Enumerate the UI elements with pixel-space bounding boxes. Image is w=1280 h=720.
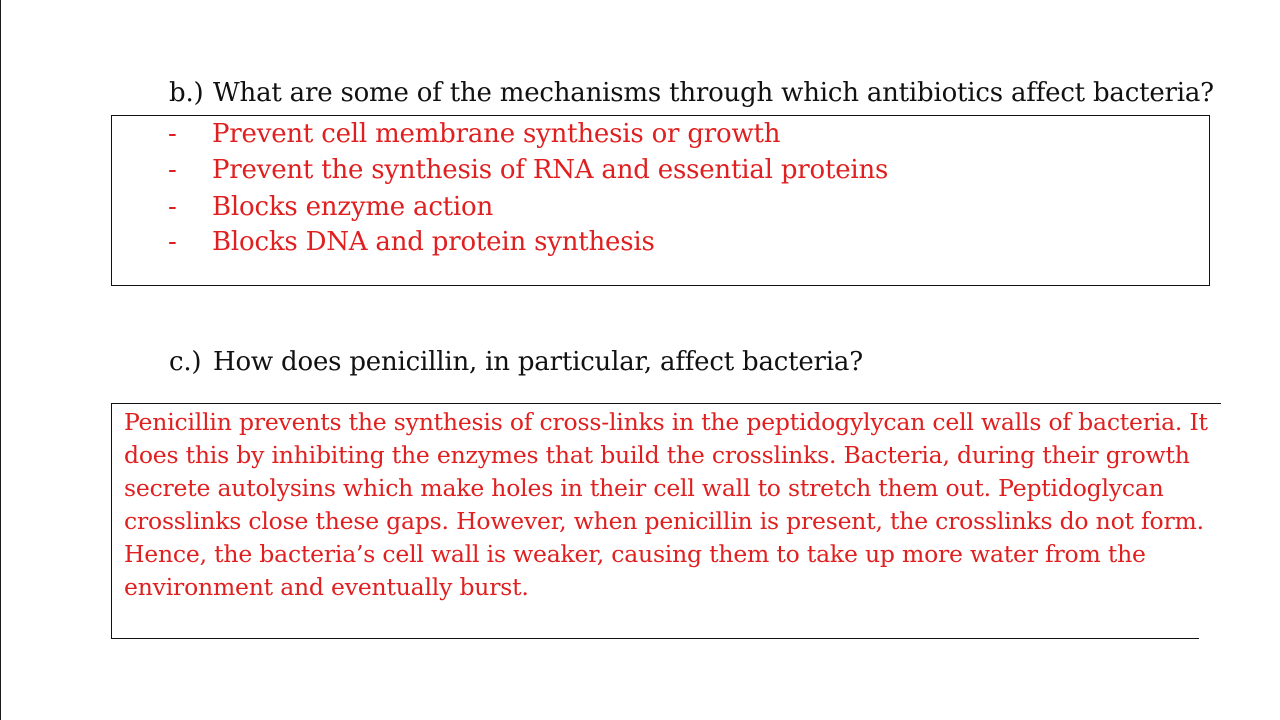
paragraph-line: does this by inhibiting the enzymes that build the crosslinks. Bacteria, during their growth [124,441,1190,469]
list-item [168,227,655,257]
paragraph-line: secrete autolysins which make holes in their cell wall to stretch them out. Peptidoglycan [124,474,1164,502]
question-c-label: c.) [169,347,202,377]
bullet-dash: - [168,119,177,149]
list-item-text: Blocks DNA and protein synthesis [212,227,655,257]
answer-box-b [111,115,1210,286]
list-item-text: Prevent cell membrane synthesis or growth [212,119,781,149]
bullet-dash: - [168,192,177,222]
question-c-text: How does penicillin, in particular, affect bacteria? [213,347,863,377]
paragraph-line: Penicillin prevents the synthesis of cross-links in the peptidogylycan cell walls of bacteria. It [124,408,1208,436]
box-border-top [111,403,1221,404]
box-border-left [111,403,112,638]
question-c [169,347,863,377]
list-item [168,155,888,185]
question-b [169,78,1214,108]
paragraph-line: Hence, the bacteria’s cell wall is weaker, causing them to take up more water from the [124,540,1146,568]
list-item [168,119,780,149]
list-item-text: Prevent the synthesis of RNA and essential proteins [212,155,889,185]
bullet-dash: - [168,227,177,257]
question-b-label: b.) [169,78,204,108]
list-item-text: Blocks enzyme action [212,192,494,222]
penicillin-answer-paragraph [124,406,1214,604]
bullet-dash: - [168,155,177,185]
paragraph-line: crosslinks close these gaps. However, when penicillin is present, the crosslinks do not form. [124,507,1204,535]
answer-box-c [111,403,1221,639]
paragraph-line: environment and eventually burst. [124,573,529,601]
list-item [168,192,493,222]
box-border-bottom [111,638,1199,639]
question-b-text: What are some of the mechanisms through which antibiotics affect bacteria? [213,78,1214,108]
